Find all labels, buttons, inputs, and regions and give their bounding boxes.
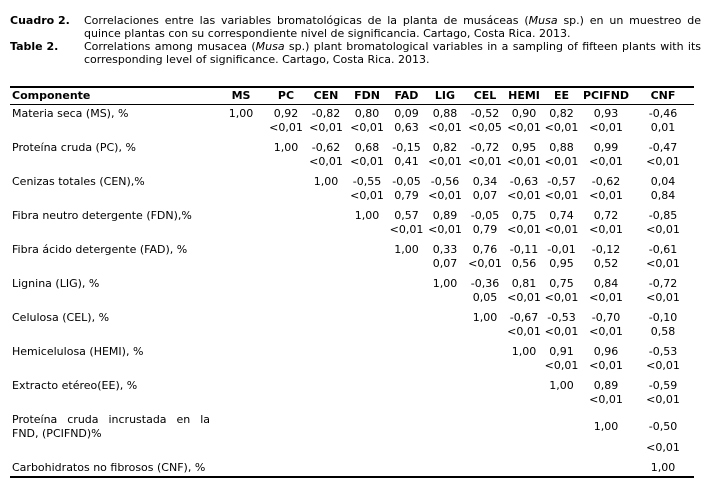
correlation-value: 0,89: [432, 209, 458, 222]
correlation-value: [580, 459, 632, 477]
significance-value: [425, 441, 465, 459]
significance-row: [10, 189, 694, 207]
correlation-value: -0,47: [648, 141, 678, 154]
significance-value: <0,01: [589, 121, 623, 134]
significance-value: <0,01: [646, 257, 680, 270]
correlation-value: 0,89: [593, 379, 619, 392]
significance-value: <0,01: [544, 359, 579, 372]
correlation-value: [306, 377, 346, 393]
correlation-value: [216, 459, 266, 477]
significance-value: [216, 257, 266, 275]
significance-value: 0,01: [650, 121, 676, 134]
correlation-value: 0,82: [549, 107, 574, 120]
significance-value: [388, 441, 425, 459]
correlation-value: -0,36: [470, 277, 500, 290]
significance-value: [346, 441, 388, 459]
significance-value: <0,01: [350, 189, 384, 202]
correlation-value: -0,50: [648, 420, 678, 433]
significance-value: <0,01: [350, 155, 384, 168]
correlation-value: [346, 275, 388, 291]
significance-value: [216, 393, 266, 411]
correlation-value: 1,00: [549, 379, 574, 392]
significance-value: [266, 441, 306, 459]
correlation-value: -0,62: [311, 141, 341, 154]
correlation-value: [216, 377, 266, 393]
header-ee: EE: [543, 87, 580, 105]
significance-value: <0,01: [468, 155, 502, 168]
table-row: [10, 309, 694, 325]
significance-value: [425, 359, 465, 377]
table-body: [10, 105, 694, 478]
correlation-value: 1,00: [228, 107, 254, 120]
significance-value: <0,01: [544, 325, 579, 338]
correlation-value: 0,72: [593, 209, 619, 222]
correlation-value: [425, 343, 465, 359]
significance-value: [266, 155, 306, 173]
correlation-value: [465, 343, 505, 359]
significance-value: [216, 291, 266, 309]
significance-row: [10, 359, 694, 377]
significance-value: [425, 393, 465, 411]
correlation-value: -0,63: [509, 175, 539, 188]
row-component-name: Hemicelulosa (HEMI), %: [12, 345, 144, 358]
correlation-value: [216, 241, 266, 257]
table-caption: [10, 14, 701, 66]
significance-value: 0,56: [511, 257, 537, 270]
correlation-value: 0,09: [394, 107, 419, 120]
significance-value: 0,84: [650, 189, 676, 202]
significance-value: [388, 325, 425, 343]
correlation-value: [425, 309, 465, 325]
correlation-value: -0,82: [311, 107, 341, 120]
significance-value: <0,01: [350, 121, 384, 134]
significance-value: 0,63: [394, 121, 419, 134]
significance-value: [465, 325, 505, 343]
correlation-value: 0,34: [472, 175, 498, 188]
significance-row: [10, 441, 694, 459]
correlation-value: 0,92: [273, 107, 299, 120]
correlation-value: 0,91: [549, 345, 574, 358]
correlation-value: [216, 411, 266, 441]
significance-value: <0,01: [646, 223, 680, 236]
significance-value: <0,01: [507, 291, 541, 304]
significance-value: [580, 441, 632, 459]
correlation-value: 1,00: [354, 209, 380, 222]
significance-value: [266, 223, 306, 241]
significance-value: <0,01: [507, 189, 541, 202]
significance-value: <0,01: [507, 223, 541, 236]
significance-value: [306, 223, 346, 241]
significance-value: [306, 189, 346, 207]
correlation-value: -0,53: [648, 345, 678, 358]
significance-value: [346, 223, 388, 241]
correlation-table: [10, 86, 694, 478]
significance-value: <0,01: [428, 121, 462, 134]
correlation-value: 0,33: [432, 243, 458, 256]
correlation-value: [266, 241, 306, 257]
correlation-value: [346, 241, 388, 257]
correlation-value: -0,05: [392, 175, 421, 188]
correlation-value: -0,57: [547, 175, 576, 188]
correlation-value: [266, 207, 306, 223]
correlation-value: 0,75: [511, 209, 537, 222]
significance-value: <0,01: [544, 155, 579, 168]
header-pc: PC: [266, 87, 306, 105]
correlation-value: [266, 309, 306, 325]
significance-value: <0,01: [309, 155, 343, 168]
correlation-value: [306, 275, 346, 291]
significance-value: [216, 155, 266, 173]
significance-value: 0,41: [394, 155, 419, 168]
row-component-name: Extracto etéreo(EE), %: [12, 379, 138, 392]
correlation-value: [216, 173, 266, 189]
significance-value: [306, 291, 346, 309]
correlation-value: [216, 207, 266, 223]
significance-value: <0,01: [646, 155, 680, 168]
correlation-value: [388, 411, 425, 441]
table-row: [10, 173, 694, 189]
significance-value: <0,01: [589, 325, 623, 338]
correlation-value: 0,88: [549, 141, 574, 154]
significance-value: <0,01: [646, 291, 680, 304]
significance-value: 0,79: [472, 223, 498, 236]
significance-row: [10, 155, 694, 173]
significance-value: [346, 359, 388, 377]
correlation-value: -0,72: [648, 277, 678, 290]
correlation-value: 1,00: [511, 345, 537, 358]
significance-value: [465, 441, 505, 459]
header-lig: LIG: [425, 87, 465, 105]
significance-value: [425, 325, 465, 343]
correlation-value: [346, 459, 388, 477]
significance-value: [216, 121, 266, 139]
significance-value: [465, 393, 505, 411]
correlation-value: 0,80: [354, 107, 380, 120]
correlation-value: 0,75: [549, 277, 574, 290]
significance-row: [10, 325, 694, 343]
significance-value: [388, 257, 425, 275]
significance-value: [266, 393, 306, 411]
correlation-value: -0,53: [547, 311, 576, 324]
correlation-value: 0,96: [593, 345, 619, 358]
significance-value: [346, 257, 388, 275]
header-componente: Componente: [10, 87, 216, 105]
significance-value: <0,01: [544, 121, 579, 134]
correlation-value: -0,52: [470, 107, 500, 120]
table-row: [10, 377, 694, 393]
correlation-value: -0,01: [547, 243, 576, 256]
significance-value: [266, 189, 306, 207]
significance-value: <0,01: [544, 291, 579, 304]
correlation-value: [346, 411, 388, 441]
correlation-value: [266, 411, 306, 441]
caption-text-en: Correlations among musacea (Musa sp.) plant bromatological variables in a sampling of fifteen plants with its corresponding level of significance. Cartago, Costa Rica. 2013.: [84, 40, 701, 66]
caption-label-en: Table 2.: [10, 40, 59, 53]
correlation-value: [388, 309, 425, 325]
significance-value: <0,01: [507, 121, 541, 134]
correlation-value: -0,11: [509, 243, 539, 256]
correlation-value: 0,88: [432, 107, 458, 120]
significance-value: <0,01: [646, 359, 680, 372]
table-row: [10, 139, 694, 155]
correlation-value: -0,15: [392, 141, 421, 154]
row-component-name: Carbohidratos no fibrosos (CNF), %: [12, 461, 206, 474]
correlation-value: 1,00: [472, 311, 498, 324]
significance-value: <0,01: [646, 393, 680, 406]
significance-value: [216, 325, 266, 343]
correlation-value: [266, 275, 306, 291]
significance-row: [10, 393, 694, 411]
correlation-value: 0,99: [593, 141, 619, 154]
correlation-value: [266, 459, 306, 477]
significance-value: <0,05: [468, 121, 502, 134]
significance-value: [216, 223, 266, 241]
significance-value: [216, 359, 266, 377]
significance-value: [216, 189, 266, 207]
correlation-value: [306, 411, 346, 441]
significance-value: [306, 257, 346, 275]
significance-value: <0,01: [589, 359, 623, 372]
significance-value: [306, 441, 346, 459]
correlation-value: [266, 343, 306, 359]
significance-value: <0,01: [589, 189, 623, 202]
correlation-value: -0,61: [648, 243, 678, 256]
correlation-value: [216, 343, 266, 359]
table-row: [10, 459, 694, 477]
significance-value: 0,52: [593, 257, 619, 270]
significance-value: [543, 393, 580, 411]
significance-value: <0,01: [468, 257, 502, 270]
correlation-value: [388, 459, 425, 477]
significance-value: [346, 325, 388, 343]
correlation-value: [505, 459, 543, 477]
correlation-value: [425, 459, 465, 477]
row-component-name: Materia seca (MS), %: [12, 107, 129, 120]
correlation-value: [543, 459, 580, 477]
header-fdn: FDN: [346, 87, 388, 105]
significance-value: [505, 441, 543, 459]
row-component-name: Fibra ácido detergente (FAD), %: [12, 243, 188, 256]
correlation-value: -0,70: [591, 311, 621, 324]
significance-value: 0,95: [549, 257, 574, 270]
correlation-value: [216, 139, 266, 155]
row-component-name: Lignina (LIG), %: [12, 277, 100, 290]
table-row: [10, 411, 694, 441]
correlation-value: -0,05: [470, 209, 500, 222]
caption-label-es: Cuadro 2.: [10, 14, 70, 27]
correlation-value: 1,00: [394, 243, 419, 256]
row-component-name: Fibra neutro detergente (FDN),%: [12, 209, 192, 222]
correlation-value: 0,74: [549, 209, 574, 222]
correlation-value: 0,68: [354, 141, 380, 154]
correlation-value: 1,00: [313, 175, 339, 188]
table-row: [10, 343, 694, 359]
significance-value: <0,01: [507, 155, 541, 168]
correlation-value: 0,04: [650, 175, 676, 188]
correlation-value: [346, 377, 388, 393]
significance-value: <0,01: [507, 325, 541, 338]
significance-value: <0,01: [589, 393, 623, 406]
header-cnf: CNF: [632, 87, 694, 105]
correlation-value: -0,56: [430, 175, 460, 188]
header-cen: CEN: [306, 87, 346, 105]
table-row: [10, 105, 694, 122]
row-component-name: Proteína cruda (PC), %: [12, 141, 136, 154]
correlation-value: -0,12: [591, 243, 621, 256]
significance-row: [10, 257, 694, 275]
correlation-value: -0,55: [352, 175, 382, 188]
significance-row: [10, 291, 694, 309]
significance-value: 0,05: [472, 291, 498, 304]
caption-text-es: Correlaciones entre las variables bromatológicas de la planta de musáceas (Musa sp.) en un muestreo de quince plantas con su correspondiente nivel de significancia. Cartago, Costa Rica. 2013.: [84, 14, 702, 40]
correlation-value: -0,10: [648, 311, 678, 324]
correlation-value: [425, 411, 465, 441]
header-pcifnd: PCIFND: [580, 87, 632, 105]
table-row: [10, 207, 694, 223]
correlation-value: -0,46: [648, 107, 678, 120]
row-component-name: Proteína cruda incrustada en la FND, (PCIFND)%: [12, 413, 210, 440]
correlation-value: 1,00: [632, 459, 694, 477]
correlation-value: [388, 275, 425, 291]
significance-value: [306, 325, 346, 343]
table-row: [10, 275, 694, 291]
correlation-value: [266, 377, 306, 393]
correlation-value: [306, 459, 346, 477]
significance-value: [388, 393, 425, 411]
significance-value: <0,01: [544, 189, 579, 202]
correlation-value: 0,81: [511, 277, 537, 290]
correlation-value: [266, 173, 306, 189]
significance-value: [266, 291, 306, 309]
correlation-value: [465, 377, 505, 393]
significance-row: [10, 223, 694, 241]
significance-value: 0,07: [432, 257, 458, 270]
significance-value: <0,01: [428, 189, 462, 202]
correlation-value: [306, 309, 346, 325]
correlation-value: [346, 343, 388, 359]
table-row: [10, 241, 694, 257]
significance-value: [543, 441, 580, 459]
correlation-value: [465, 411, 505, 441]
correlation-value: [346, 309, 388, 325]
header-hemi: HEMI: [505, 87, 543, 105]
correlation-value: 0,93: [593, 107, 619, 120]
correlation-value: [388, 377, 425, 393]
correlation-value: -0,62: [591, 175, 621, 188]
correlation-value: 0,82: [432, 141, 458, 154]
correlation-value: 1,00: [593, 420, 619, 433]
significance-value: [388, 359, 425, 377]
row-component-name: Cenizas totales (CEN),%: [12, 175, 145, 188]
significance-value: 0,79: [394, 189, 419, 202]
correlation-value: [505, 411, 543, 441]
correlation-value: 1,00: [273, 141, 299, 154]
significance-row: [10, 121, 694, 139]
significance-value: [505, 359, 543, 377]
significance-value: [505, 393, 543, 411]
header-fad: FAD: [388, 87, 425, 105]
header-cel: CEL: [465, 87, 505, 105]
significance-value: <0,01: [309, 121, 343, 134]
significance-value: [465, 359, 505, 377]
correlation-value: [425, 377, 465, 393]
correlation-value: [543, 411, 580, 441]
correlation-value: -0,59: [648, 379, 678, 392]
correlation-value: [306, 343, 346, 359]
significance-value: <0,01: [589, 223, 623, 236]
significance-value: [346, 291, 388, 309]
correlation-value: [306, 207, 346, 223]
significance-value: <0,01: [544, 223, 579, 236]
significance-value: [306, 359, 346, 377]
significance-value: [346, 393, 388, 411]
correlation-value: 0,84: [593, 277, 619, 290]
correlation-value: [505, 377, 543, 393]
correlation-value: [216, 275, 266, 291]
correlation-value: 0,76: [472, 243, 498, 256]
significance-value: [266, 257, 306, 275]
correlation-value: [465, 459, 505, 477]
correlation-value: [306, 241, 346, 257]
significance-value: <0,01: [589, 291, 623, 304]
significance-value: <0,01: [428, 155, 462, 168]
significance-value: <0,01: [389, 223, 424, 236]
significance-value: [425, 291, 465, 309]
significance-value: <0,01: [269, 121, 303, 134]
significance-value: <0,01: [589, 155, 623, 168]
significance-value: [306, 393, 346, 411]
row-component-name: Celulosa (CEL), %: [12, 311, 110, 324]
correlation-value: 0,57: [394, 209, 419, 222]
correlation-value: -0,72: [470, 141, 500, 154]
significance-value: [388, 291, 425, 309]
significance-value: [216, 441, 266, 459]
correlation-value: 0,95: [511, 141, 537, 154]
significance-value: 0,07: [472, 189, 498, 202]
significance-value: 0,58: [650, 325, 676, 338]
correlation-value: [388, 343, 425, 359]
correlation-value: -0,85: [648, 209, 678, 222]
correlation-value: -0,67: [509, 311, 539, 324]
significance-value: <0,01: [428, 223, 462, 236]
header-ms: MS: [216, 87, 266, 105]
significance-value: <0,01: [646, 441, 680, 454]
significance-value: [266, 359, 306, 377]
correlation-value: [216, 309, 266, 325]
correlation-value: 0,90: [511, 107, 537, 120]
table-header-row: [10, 87, 694, 105]
correlation-value: 1,00: [432, 277, 458, 290]
significance-value: [266, 325, 306, 343]
